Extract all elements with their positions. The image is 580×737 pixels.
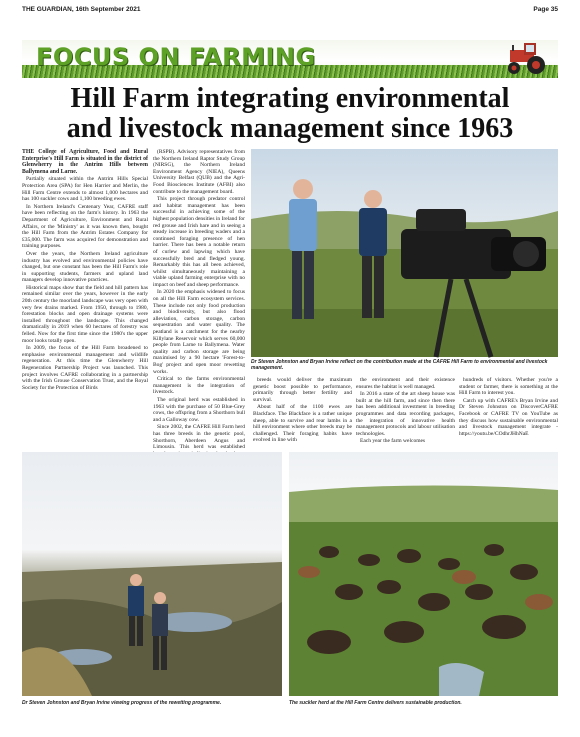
photo-staff-with-camera bbox=[251, 149, 558, 357]
article-column-2 bbox=[153, 149, 245, 451]
article-paragraph: Historical maps show that the field and hill pattern has remained similar over the years, however in the early 20th century the moorland landscape was very open with very few drains marked. From 1950, through to 1980, forestation blocks and open drainage systems were installed throughout the landscape. This changed dramatically in 2019 when 60 hectares of forestry was felled. Now for the first time since the 1980's the upper moor looks totally open. bbox=[22, 284, 148, 344]
article-paragraph: The original herd was established in 1963 with the purchase of 50 Blue-Grey cows, the offspring from a Shorthorn bull and a Galloway cow. bbox=[153, 396, 245, 423]
article-column-4 bbox=[356, 377, 455, 447]
article-paragraph: the environment and their existence ensures the habitat is well managed. bbox=[356, 377, 455, 390]
photo-caption-1: Dr Steven Johnston and Bryan Irvine reflect on the contribution made at the CAFRE Hill Farm to environmental and livestock management. bbox=[251, 359, 548, 371]
headline-line-1: Hill Farm integrating environmental bbox=[70, 83, 510, 114]
article-paragraph: In 2009, the focus of the Hill Farm broadened to emphasise environmental management and wildlife regeneration. At this time the Glenwherry Hill Regeneration Partnership Project was launched. This project involves CAFRE collaborating in a partnership with the Irish Grouse Conservation Trust, and the Royal Society for the Protection of Birds bbox=[22, 345, 148, 391]
headline-line-2: and livestock management since 1963 bbox=[66, 113, 514, 144]
article-column-5 bbox=[459, 377, 558, 447]
article-paragraph: In Northern Ireland's Centenary Year, CAFRE staff have been reflecting on the farm's history. In 1963 the Department of Agriculture, Environment and Rural Affairs, or the 'Ministry' as it was known then, bought the Hill Farm from the Antrim Estates Company for £35,000. The farm was acquired for demonstration and training purposes. bbox=[22, 203, 148, 250]
article-paragraph: In 2020 the emphasis widened to focus on all the Hill Farm ecosystem services. These include not only food production and biodiversity, but also flood alleviation, carbon storage, carbon sequestration and water quality. The peatland is a catchment for the nearby Killylane Reservoir which serves 60,000 people from Larne to Ballymena. Water quality and carbon storage are being maximised by a 90 hectare 'Forest-to-Bog' project and open moor rewetting works. bbox=[153, 289, 245, 375]
page-number: Page 35 bbox=[533, 6, 558, 13]
article-paragraph: Critical to the farms environmental management is the integration of livestock. bbox=[153, 376, 245, 396]
article-lead-paragraph: THE College of Agriculture, Food and Rural Enterprise's Hill Farm is situated in the district of Glenwherry in the Antrim Hills between Ballymena and Larne. bbox=[22, 149, 148, 175]
article-paragraph: Since 2002, the CAFRE Hill Farm herd has three breeds in the genetic pool, Shorthorn, Aberdeen Angus and Limousin. This herd was established bbox=[153, 424, 245, 451]
article-paragraph: About half of the 1100 ewes are Blackface. The Blackface is a rather unique sheep, able to survive and rear lambs in a hill environment where other breeds may be challenged. Their foraging habits have evolved in line with bbox=[253, 404, 352, 444]
article-paragraph: hundreds of visitors. Whether you're a student or farmer, there is something at the Hill Farm to interest you. bbox=[459, 377, 558, 397]
photo-rewetting-programme bbox=[22, 452, 282, 696]
article-paragraph: This project through predator control and habitat management has been successful in achieving some of the highest population densities in Ireland for red grouse and Irish hare and in seeing a steady increase in breeding waders and a continued foraging presence of hen harrier. There has been a notable return of curlew and lapwing which have successfully bred and fledged young. Remarkably this has all been achieved, whilst simultaneously maintaining a viable upland farming enterprise with no impact on beef and sheep performance. bbox=[153, 196, 245, 288]
article-paragraph: Catch up with CAFRE's Bryan Irvine and Dr Steven Johnston on DiscoverCAFRE Facebook or CAFRE TV on YouTube as they discuss how sustainable environmental and livestock management integrate - https://youtu.be/COdhrJHhNaE bbox=[459, 397, 558, 437]
article-paragraph: breeds would deliver the maximum genetic boost possible to performance, primarily through better fertility and survival. bbox=[253, 377, 352, 403]
article-paragraph: Each year the farm welcomes bbox=[360, 438, 426, 445]
section-banner bbox=[22, 40, 558, 78]
photo-caption-3: The suckler herd at the Hill Farm Centre delivers sustainable production. bbox=[289, 700, 462, 706]
publication-dateline: THE GUARDIAN, 16th September 2021 bbox=[22, 6, 141, 13]
article-column-1 bbox=[22, 149, 148, 444]
article-paragraph: In 2016 a state of the art sheep house was built at the hill farm, and since then there has been additional investment in breeding programmes and data recording packages, the integration of innovative health management protocols and labour utilisation technologies. bbox=[356, 391, 455, 437]
article-paragraph: (RSPB). Advisory representatives from the Northern Ireland Raptor Study Group (NIRSG), the Northern Ireland Environment Agency (NIEA), Queens University Belfast (QUB) and the Agri-Food Biosciences Institute (AFBI) also contribute to the management board. bbox=[153, 149, 245, 195]
photo-suckler-herd bbox=[289, 452, 558, 696]
photo-caption-2: Dr Steven Johnston and Bryan Irvine viewing progress of the rewetting programme. bbox=[22, 700, 222, 706]
article-column-3 bbox=[253, 377, 352, 447]
article-paragraph: Partially situated within the Antrim Hills Special Protection Area (SPA) for Hen Harrier and Merlin, the Hill Farm Centre extends to almost 1,000 hectares and has 100 suckler cows and 1,100 breeding ewes. bbox=[22, 176, 148, 203]
section-title: FOCUS ON FARMING bbox=[36, 43, 316, 71]
tractor-icon bbox=[500, 40, 554, 76]
page-header bbox=[22, 4, 558, 16]
article-paragraph: Over the years, the Northern Ireland agriculture industry has evolved and environmental policies have changed, but one constant has been the Hill Farm's role in supporting students, farmers and upland land managers develop innovative practices. bbox=[22, 250, 148, 284]
article-headline bbox=[22, 84, 558, 144]
